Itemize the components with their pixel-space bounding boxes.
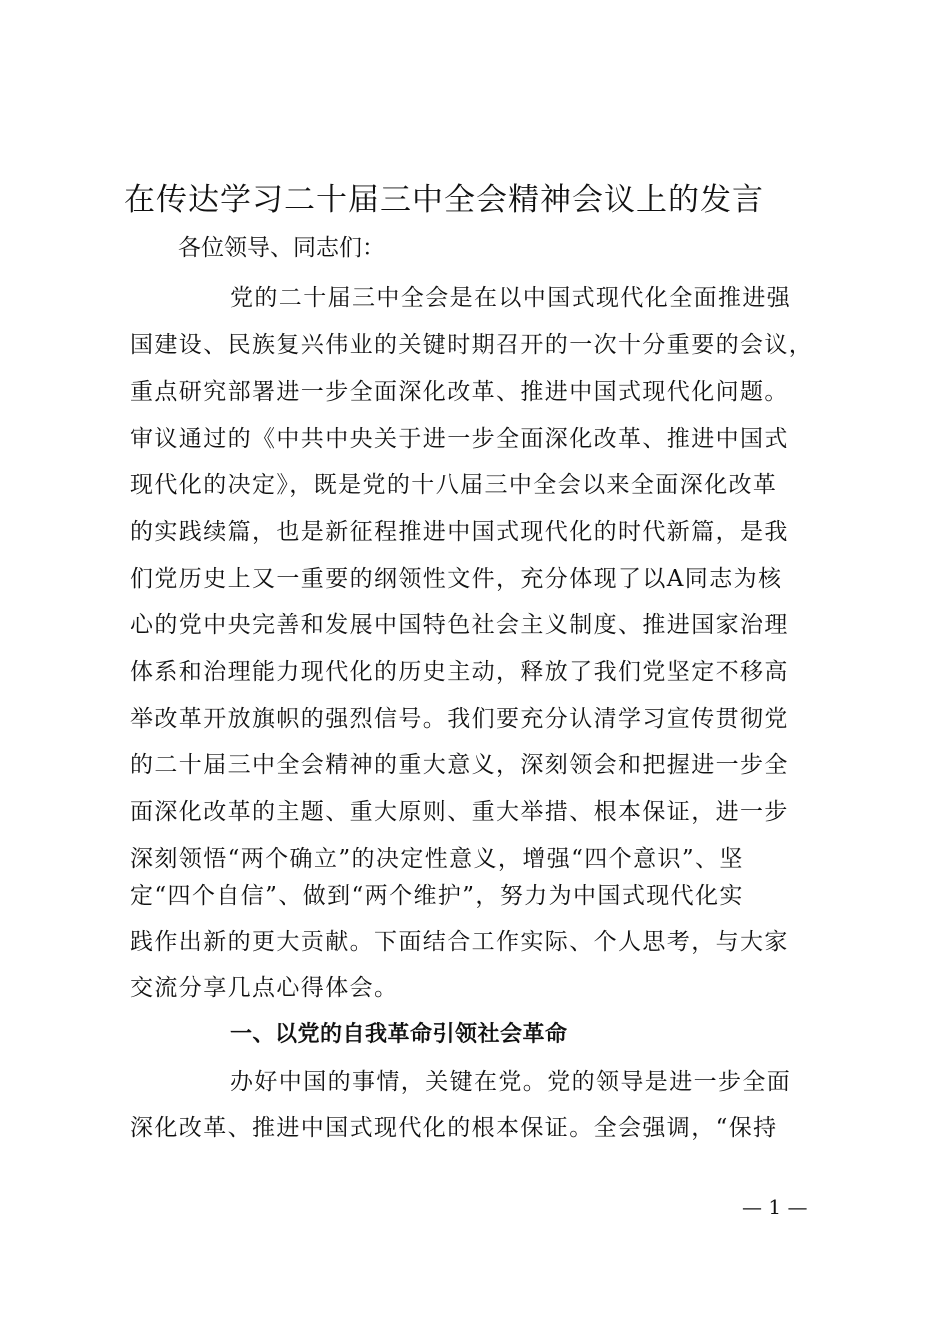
paragraph-line: 们党历史上又一重要的纲领性文件，充分体现了以A同志为核 (130, 566, 783, 592)
paragraph-line: 体系和治理能力现代化的历史主动，释放了我们党坚定不移高 (130, 659, 789, 685)
paragraph-line: 交流分享几点心得体会。 (130, 975, 399, 1001)
paragraph-line: 办好中国的事情，关键在党。党的领导是进一步全面 (230, 1069, 792, 1095)
paragraph-line: 党的二十届三中全会是在以中国式现代化全面推进强 (230, 285, 792, 311)
paragraph-line: 心的党中央完善和发展中国特色社会主义制度、推进国家治理 (130, 612, 789, 638)
paragraph-line: 重点研究部署进一步全面深化改革、推进中国式现代化问题。 (130, 379, 789, 405)
paragraph-line: 国建设、民族复兴伟业的关键时期召开的一次十分重要的会议， (130, 332, 814, 358)
document-title: 在传达学习二十届三中全会精神会议上的发言 (124, 182, 764, 218)
paragraph-line: 的实践续篇，也是新征程推进中国式现代化的时代新篇，是我 (130, 519, 789, 545)
paragraph-line: 现代化的决定》，既是党的十八届三中全会以来全面深化改革 (130, 472, 778, 498)
greeting: 各位领导、同志们： (178, 235, 385, 261)
paragraph-line: 的二十届三中全会精神的重大意义，深刻领会和把握进一步全 (130, 752, 789, 778)
paragraph-line: 践作出新的更大贡献。下面结合工作实际、个人思考，与大家 (130, 929, 789, 955)
section-heading: 一、以党的自我革命引领社会革命 (230, 1022, 568, 1047)
paragraph-line: 深刻领悟“两个确立”的决定性意义，增强“四个意识”、坚 (130, 846, 744, 872)
paragraph-line: 举改革开放旗帜的强烈信号。我们要充分认清学习宣传贯彻党 (130, 706, 789, 732)
paragraph-line: 定“四个自信”、做到“两个维护”，努力为中国式现代化实 (130, 883, 744, 909)
page-number: — 1 — (742, 1195, 808, 1219)
paragraph-line: 深化改革、推进中国式现代化的根本保证。全会强调，“保持 (130, 1115, 778, 1141)
paragraph-line: 面深化改革的主题、重大原则、重大举措、根本保证，进一步 (130, 799, 789, 825)
paragraph-line: 审议通过的《中共中央关于进一步全面深化改革、推进中国式 (130, 426, 789, 452)
